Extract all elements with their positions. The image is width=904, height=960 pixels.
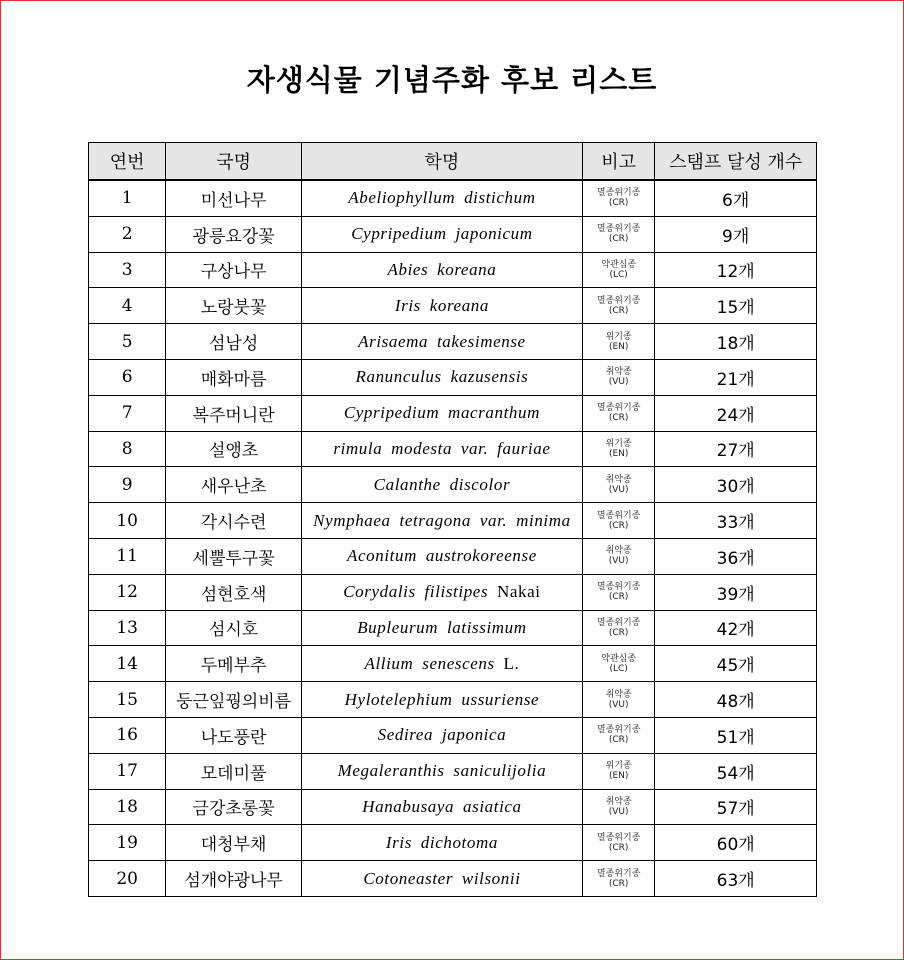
status-code: (CR) <box>608 234 629 245</box>
status-label: 멸종위기종 <box>596 582 641 593</box>
scientific-name-italic: Bupleurum latissimum <box>357 617 527 637</box>
scientific-name-italic: Ranunculus kazusensis <box>355 367 529 387</box>
conservation-status <box>583 467 655 503</box>
stamp-count: 12개 <box>655 252 817 288</box>
korean-name: 노랑붓꽃 <box>166 288 302 324</box>
status-label: 멸종위기종 <box>596 510 641 521</box>
stamp-count: 33개 <box>655 503 817 539</box>
korean-name: 설앵초 <box>166 431 302 467</box>
stamp-count: 39개 <box>655 574 817 610</box>
table-row <box>89 538 817 574</box>
row-number: 13 <box>89 610 166 646</box>
candidate-table <box>88 142 817 897</box>
table-row <box>89 717 817 753</box>
status-label: 멸종위기종 <box>596 725 641 736</box>
conservation-status <box>583 646 655 682</box>
table-row <box>89 180 817 216</box>
status-label: 멸종위기종 <box>596 403 641 414</box>
korean-name: 매화마름 <box>166 359 302 395</box>
table-row <box>89 395 817 431</box>
scientific-name-italic: Hanabusaya asiatica <box>362 796 522 816</box>
korean-name: 두메부추 <box>166 646 302 682</box>
status-code: (LC) <box>609 663 628 674</box>
stamp-count: 27개 <box>655 431 817 467</box>
status-code: (EN) <box>608 448 629 459</box>
table-row <box>89 216 817 252</box>
scientific-name-italic: Corydalis filistipes <box>343 582 489 602</box>
stamp-count: 18개 <box>655 324 817 360</box>
status-code: (VU) <box>608 699 629 710</box>
stamp-count: 9개 <box>655 216 817 252</box>
stamp-count: 24개 <box>655 395 817 431</box>
stamp-count: 30개 <box>655 467 817 503</box>
stamp-count: 57개 <box>655 789 817 825</box>
row-number: 2 <box>89 216 166 252</box>
scientific-name-italic: Abeliophyllum distichum <box>348 188 536 208</box>
conservation-status <box>583 431 655 467</box>
korean-name: 섬시호 <box>166 610 302 646</box>
korean-name: 광릉요강꽃 <box>166 216 302 252</box>
table-row <box>89 574 817 610</box>
status-code: (CR) <box>608 198 629 209</box>
row-number: 3 <box>89 252 166 288</box>
row-number: 4 <box>89 288 166 324</box>
status-code: (CR) <box>608 413 629 424</box>
scientific-name <box>301 825 582 861</box>
page-title: 자생식물 기념주화 후보 리스트 <box>246 63 658 97</box>
table-header-row <box>89 143 817 181</box>
conservation-status <box>583 216 655 252</box>
status-label: 위기종 <box>605 331 632 342</box>
scientific-name <box>301 538 582 574</box>
status-label: 멸종위기종 <box>596 224 641 235</box>
header-scientific-name: 학명 <box>301 143 582 181</box>
scientific-name-author: Nakai <box>497 582 541 602</box>
status-label: 위기종 <box>605 438 632 449</box>
table-row <box>89 753 817 789</box>
status-code: (EN) <box>608 771 629 782</box>
status-code: (VU) <box>608 556 629 567</box>
conservation-status <box>583 682 655 718</box>
status-code: (CR) <box>608 520 629 531</box>
table-row <box>89 359 817 395</box>
scientific-name <box>301 431 582 467</box>
scientific-name-italic: Arisaema takesimense <box>358 331 526 351</box>
scientific-name-italic: Aconitum austrokoreense <box>347 546 537 566</box>
status-code: (VU) <box>608 484 629 495</box>
row-number: 18 <box>89 789 166 825</box>
conservation-status <box>583 717 655 753</box>
conservation-status <box>583 789 655 825</box>
table-row <box>89 467 817 503</box>
status-code: (VU) <box>608 377 629 388</box>
scientific-name-italic: Cypripedium japonicum <box>351 224 533 244</box>
conservation-status <box>583 359 655 395</box>
korean-name: 모데미풀 <box>166 753 302 789</box>
scientific-name-italic: Calanthe discolor <box>373 474 511 494</box>
row-number: 5 <box>89 324 166 360</box>
korean-name: 둥근잎꿩의비름 <box>166 682 302 718</box>
scientific-name-author: L. <box>503 653 520 673</box>
status-label: 취약종 <box>605 796 632 807</box>
row-number: 12 <box>89 574 166 610</box>
stamp-count: 36개 <box>655 538 817 574</box>
status-label: 멸종위기종 <box>596 832 641 843</box>
scientific-name-italic: Abies koreana <box>387 259 497 279</box>
stamp-count: 63개 <box>655 861 817 897</box>
korean-name: 미선나무 <box>166 180 302 216</box>
table-row <box>89 288 817 324</box>
conservation-status <box>583 180 655 216</box>
scientific-name <box>301 359 582 395</box>
scientific-name-italic: Cotoneaster wilsonii <box>363 868 521 888</box>
scientific-name <box>301 574 582 610</box>
row-number: 19 <box>89 825 166 861</box>
row-number: 17 <box>89 753 166 789</box>
table-row <box>89 610 817 646</box>
korean-name: 구상나무 <box>166 252 302 288</box>
row-number: 20 <box>89 861 166 897</box>
stamp-count: 42개 <box>655 610 817 646</box>
conservation-status <box>583 252 655 288</box>
header-note: 비고 <box>583 143 655 181</box>
conservation-status <box>583 288 655 324</box>
status-label: 멸종위기종 <box>596 188 641 199</box>
korean-name: 세뿔투구꽃 <box>166 538 302 574</box>
scientific-name-italic: Iris koreana <box>394 295 490 315</box>
row-number: 1 <box>89 180 166 216</box>
conservation-status <box>583 825 655 861</box>
conservation-status <box>583 538 655 574</box>
stamp-count: 48개 <box>655 682 817 718</box>
stamp-count: 21개 <box>655 359 817 395</box>
scientific-name <box>301 861 582 897</box>
table-row <box>89 324 817 360</box>
scientific-name <box>301 324 582 360</box>
row-number: 6 <box>89 359 166 395</box>
status-label: 멸종위기종 <box>596 868 641 879</box>
scientific-name-italic: Sedirea japonica <box>377 725 507 745</box>
korean-name: 나도풍란 <box>166 717 302 753</box>
korean-name: 각시수련 <box>166 503 302 539</box>
scientific-name <box>301 610 582 646</box>
row-number: 7 <box>89 395 166 431</box>
korean-name: 섬현호색 <box>166 574 302 610</box>
scientific-name <box>301 395 582 431</box>
conservation-status <box>583 574 655 610</box>
scientific-name <box>301 717 582 753</box>
conservation-status <box>583 324 655 360</box>
status-code: (CR) <box>608 627 629 638</box>
status-label: 취약종 <box>605 367 632 378</box>
status-code: (CR) <box>608 735 629 746</box>
table-row <box>89 503 817 539</box>
korean-name: 섬개야광나무 <box>166 861 302 897</box>
scientific-name <box>301 789 582 825</box>
korean-name: 섬남성 <box>166 324 302 360</box>
scientific-name-italic: Cypripedium macranthum <box>343 403 541 423</box>
header-number: 연번 <box>89 143 166 181</box>
header-stamp-count: 스탬프 달성 개수 <box>655 143 817 181</box>
status-label: 취약종 <box>605 689 632 700</box>
conservation-status <box>583 610 655 646</box>
stamp-count: 6개 <box>655 180 817 216</box>
table-row <box>89 861 817 897</box>
scientific-name <box>301 682 582 718</box>
scientific-name-italic: Iris dichotoma <box>385 832 498 852</box>
conservation-status <box>583 395 655 431</box>
table-row <box>89 825 817 861</box>
status-code: (EN) <box>608 341 629 352</box>
scientific-name-italic: Hylotelephium ussuriense <box>344 689 540 709</box>
table-row <box>89 646 817 682</box>
status-label: 약관심종 <box>601 653 637 664</box>
scientific-name <box>301 467 582 503</box>
scientific-name-italic: Allium senescens <box>364 653 495 673</box>
scientific-name-italic: Megaleranthis saniculijolia <box>337 761 547 781</box>
korean-name: 대청부채 <box>166 825 302 861</box>
stamp-count: 60개 <box>655 825 817 861</box>
scientific-name <box>301 646 582 682</box>
row-number: 15 <box>89 682 166 718</box>
scientific-name <box>301 252 582 288</box>
status-code: (CR) <box>608 305 629 316</box>
stamp-count: 15개 <box>655 288 817 324</box>
scientific-name <box>301 753 582 789</box>
status-code: (LC) <box>609 269 628 280</box>
scientific-name <box>301 288 582 324</box>
status-code: (CR) <box>608 878 629 889</box>
status-label: 약관심종 <box>601 259 637 270</box>
header-korean-name: 국명 <box>166 143 302 181</box>
korean-name: 새우난초 <box>166 467 302 503</box>
status-label: 멸종위기종 <box>596 295 641 306</box>
table-row <box>89 682 817 718</box>
row-number: 14 <box>89 646 166 682</box>
scientific-name-italic: Nymphaea tetragona var. minima <box>313 510 571 530</box>
row-number: 8 <box>89 431 166 467</box>
stamp-count: 51개 <box>655 717 817 753</box>
conservation-status <box>583 861 655 897</box>
table-row <box>89 252 817 288</box>
korean-name: 복주머니란 <box>166 395 302 431</box>
status-label: 취약종 <box>605 474 632 485</box>
korean-name: 금강초롱꽃 <box>166 789 302 825</box>
scientific-name <box>301 180 582 216</box>
row-number: 9 <box>89 467 166 503</box>
scientific-name <box>301 216 582 252</box>
row-number: 16 <box>89 717 166 753</box>
status-code: (CR) <box>608 842 629 853</box>
status-label: 멸종위기종 <box>596 617 641 628</box>
conservation-status <box>583 503 655 539</box>
table-row <box>89 789 817 825</box>
stamp-count: 45개 <box>655 646 817 682</box>
row-number: 11 <box>89 538 166 574</box>
stamp-count: 54개 <box>655 753 817 789</box>
table-row <box>89 431 817 467</box>
status-code: (CR) <box>608 592 629 603</box>
status-label: 위기종 <box>605 761 632 772</box>
scientific-name <box>301 503 582 539</box>
scientific-name-italic: rimula modesta var. fauriae <box>333 438 551 458</box>
status-label: 취약종 <box>605 546 632 557</box>
conservation-status <box>583 753 655 789</box>
status-code: (VU) <box>608 806 629 817</box>
row-number: 10 <box>89 503 166 539</box>
